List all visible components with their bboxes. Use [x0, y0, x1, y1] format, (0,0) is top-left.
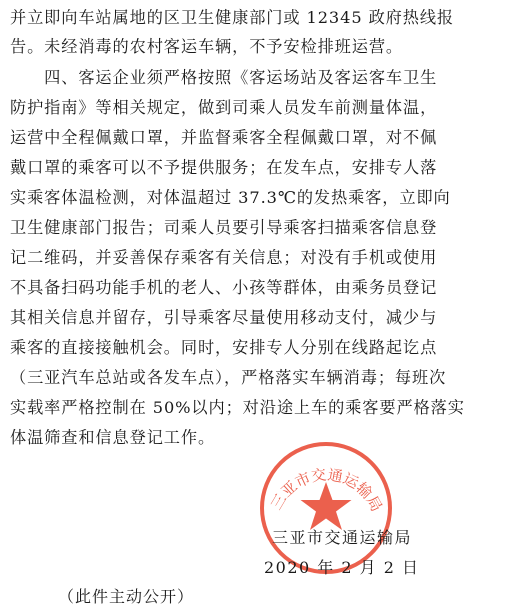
- paragraph-line: 体温筛查和信息登记工作。: [10, 428, 216, 447]
- seal-star-icon: [301, 482, 352, 530]
- paragraph-line: 卫生健康部门报告；司乘人员要引导乘客扫描乘客信息登: [10, 218, 438, 237]
- signature-date: 2020 年 2 月 2 日: [264, 558, 420, 577]
- paragraph-line: 乘客的直接接触机会。同时，安排专人分别在线路起讫点: [10, 338, 438, 357]
- official-seal-stamp: [256, 438, 396, 578]
- paragraph-line: 并立即向车站属地的区卫生健康部门或 12345 政府热线报: [10, 8, 455, 27]
- paragraph-line: （三亚汽车总站或各发车点），严格落实车辆消毒；每班次: [10, 368, 447, 387]
- paragraph-line: 告。未经消毒的农村客运车辆，不予安检排班运营。: [10, 37, 404, 56]
- seal-lettering: 三亚市交通运输局: [267, 465, 386, 515]
- paragraph-line: 运营中全程佩戴口罩，并监督乘客全程佩戴口罩，对不佩: [10, 128, 438, 147]
- paragraph-line: 实载率严格控制在 50%以内；对沿途上车的乘客要严格落实: [10, 398, 465, 417]
- paragraph-line: 记二维码，并妥善保存乘客有关信息；对没有手机或使用: [10, 248, 438, 267]
- paragraph-line: 其相关信息并留存，引导乘客尽量使用移动支付，减少与: [10, 308, 438, 327]
- paragraph-line: 不具备扫码功能手机的老人、小孩等群体，由乘务员登记: [10, 278, 438, 297]
- paragraph-line: 戴口罩的乘客可以不予提供服务；在发车点，安排专人落: [10, 158, 438, 177]
- signature-organization: 三亚市交通运输局: [272, 528, 413, 547]
- paragraph-line: 防护指南》等相关规定，做到司乘人员发车前测量体温，: [10, 98, 438, 117]
- public-disclosure-note: （此件主动公开）: [58, 587, 195, 606]
- paragraph-line: 实乘客体温检测，对体温超过 37.3℃的发热乘客，立即向: [10, 188, 451, 207]
- paragraph-line: 四、客运企业须严格按照《客运场站及客运客车卫生: [10, 68, 438, 87]
